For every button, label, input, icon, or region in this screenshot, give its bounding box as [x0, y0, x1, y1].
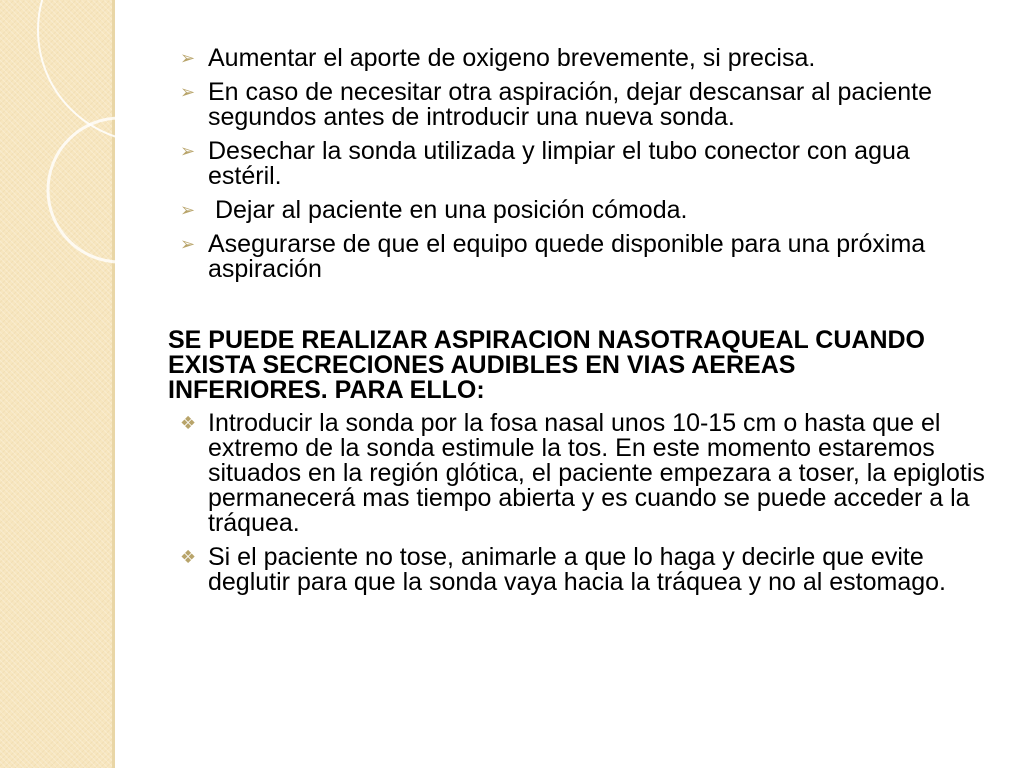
list-item — [168, 198, 988, 223]
section-heading: SE PUEDE REALIZAR ASPIRACION NASOTRAQUEAL CUANDO EXISTA SECRECIONES AUDIBLES EN VIAS AEREAS INFERIORES. PARA ELLO: — [168, 326, 925, 404]
list-item-text: Desechar la sonda utilizada y limpiar el tubo conector con agua estéril. — [208, 137, 910, 190]
list-item-text: Si el paciente no tose, animarle a que lo haga y decirle que evite deglutir para que la sonda vaya hacia la tráquea y no al estomago. — [208, 543, 946, 596]
list-item-text: Asegurarse de que el equipo quede disponible para una próxima aspiración — [208, 230, 926, 283]
list-item-text: Introducir la sonda por la fosa nasal unos 10-15 cm o hasta que el extremo de la sonda estimule la tos. En este momento estaremos situados en la región glótica, el paciente empezara a toser, la epiglotis permanecerá mas tiempo abierta y es cuando se puede acceder a la tráquea. — [208, 409, 985, 537]
list-item — [168, 46, 988, 71]
arrow-bullet-icon: ➢ — [180, 48, 196, 68]
diamond-bullet-icon: ❖ — [180, 413, 197, 433]
arrow-bullet-icon: ➢ — [180, 141, 196, 161]
list-item — [168, 139, 988, 189]
list-item-text: En caso de necesitar otra aspiración, dejar descansar al paciente segundos antes de introducir una nueva sonda. — [208, 78, 933, 131]
arrow-bullet-icon: ➢ — [180, 234, 196, 254]
slide-content — [168, 46, 988, 604]
list-item — [168, 545, 988, 595]
list-item — [168, 411, 988, 536]
diamond-bullet-icon: ❖ — [180, 547, 197, 567]
decorative-circles-icon — [0, 0, 160, 300]
bottom-bullet-list — [168, 411, 988, 595]
list-item-text: Dejar al paciente en una posición cómoda. — [208, 196, 688, 224]
top-bullet-list — [168, 46, 988, 282]
list-item — [168, 80, 988, 130]
list-item — [168, 232, 988, 282]
arrow-bullet-icon: ➢ — [180, 200, 196, 220]
arrow-bullet-icon: ➢ — [180, 82, 196, 102]
list-item-text: Aumentar el aporte de oxigeno brevemente, si precisa. — [208, 44, 816, 72]
